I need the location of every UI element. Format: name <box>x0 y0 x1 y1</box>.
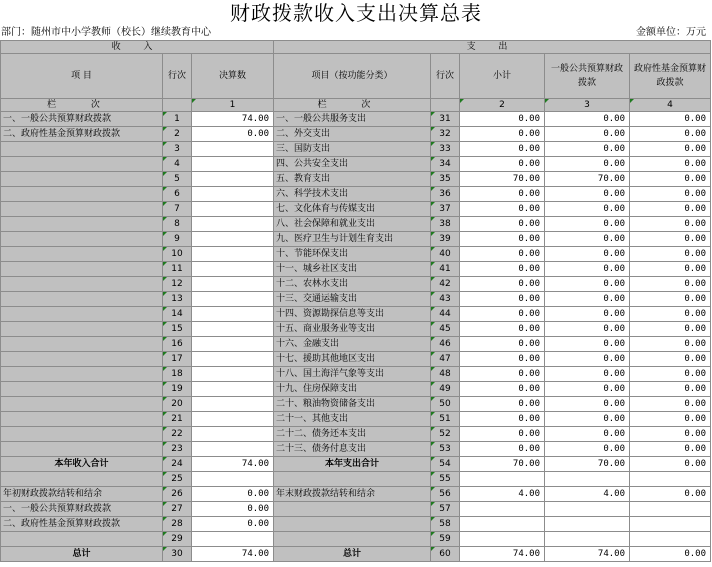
right-item-cell[interactable]: 五、教育支出 <box>274 172 431 187</box>
left-row-no-cell[interactable]: 29 <box>163 532 192 547</box>
right-row-no-cell[interactable]: 42 <box>431 277 460 292</box>
subtotal-cell[interactable]: 0.00 <box>460 322 545 337</box>
left-row-no-cell[interactable]: 28 <box>163 517 192 532</box>
subtotal-cell[interactable]: 70.00 <box>460 172 545 187</box>
left-row-no-cell[interactable]: 21 <box>163 412 192 427</box>
meta-line <box>0 27 712 39</box>
left-row-no-cell[interactable]: 26 <box>163 487 192 502</box>
subtotal-cell[interactable]: 0.00 <box>460 232 545 247</box>
right-row-no-cell[interactable]: 49 <box>431 382 460 397</box>
fund-budget-cell[interactable]: 0.00 <box>630 457 711 472</box>
general-budget-cell[interactable]: 0.00 <box>545 277 630 292</box>
right-item-cell[interactable]: 七、文化体育与传媒支出 <box>274 202 431 217</box>
table-row <box>1 547 711 562</box>
report-table <box>0 40 711 562</box>
general-budget-cell[interactable]: 0.00 <box>545 262 630 277</box>
colno-left-label[interactable]: 栏 次 <box>1 99 163 112</box>
fund-budget-cell[interactable]: 0.00 <box>630 427 711 442</box>
right-row-no-cell[interactable]: 47 <box>431 352 460 367</box>
colno-blank-2[interactable] <box>431 99 460 112</box>
fund-budget-cell[interactable]: 0.00 <box>630 157 711 172</box>
left-item-cell[interactable] <box>1 142 163 157</box>
fund-budget-cell[interactable]: 0.00 <box>630 172 711 187</box>
right-row-no-cell[interactable]: 57 <box>431 502 460 517</box>
table-row <box>1 217 711 232</box>
left-row-no-cell[interactable]: 1 <box>163 112 192 127</box>
fund-budget-cell[interactable]: 0.00 <box>630 142 711 157</box>
right-row-no-cell[interactable]: 60 <box>431 547 460 562</box>
right-row-no-cell[interactable]: 45 <box>431 322 460 337</box>
right-row-no-cell[interactable]: 36 <box>431 187 460 202</box>
table-row <box>1 337 711 352</box>
subtotal-cell[interactable]: 0.00 <box>460 247 545 262</box>
left-row-no-cell[interactable]: 9 <box>163 232 192 247</box>
left-item-cell[interactable] <box>1 157 163 172</box>
table-row <box>1 307 711 322</box>
left-value-cell[interactable]: 0.00 <box>192 487 274 502</box>
table-row <box>1 202 711 217</box>
table-row <box>1 277 711 292</box>
general-budget-cell[interactable]: 0.00 <box>545 352 630 367</box>
left-row-no-cell[interactable]: 11 <box>163 262 192 277</box>
left-row-no-cell[interactable]: 3 <box>163 142 192 157</box>
fund-budget-cell[interactable]: 0.00 <box>630 382 711 397</box>
left-value-cell[interactable] <box>192 397 274 412</box>
left-item-cell[interactable] <box>1 442 163 457</box>
general-budget-cell[interactable]: 0.00 <box>545 247 630 262</box>
right-item-cell[interactable] <box>274 532 431 547</box>
fund-budget-cell[interactable]: 0.00 <box>630 217 711 232</box>
right-item-cell[interactable] <box>274 502 431 517</box>
left-value-cell[interactable] <box>192 277 274 292</box>
fund-budget-cell[interactable]: 0.00 <box>630 187 711 202</box>
subtotal-cell[interactable]: 0.00 <box>460 127 545 142</box>
left-value-cell[interactable] <box>192 187 274 202</box>
left-item-cell[interactable]: 一、一般公共预算财政拨款 <box>1 112 163 127</box>
table-row <box>1 517 711 532</box>
fund-budget-cell[interactable]: 0.00 <box>630 262 711 277</box>
left-row-no-cell[interactable]: 13 <box>163 292 192 307</box>
left-row-no-cell[interactable]: 24 <box>163 457 192 472</box>
left-row-no-cell[interactable]: 4 <box>163 157 192 172</box>
left-item-cell[interactable] <box>1 412 163 427</box>
fund-budget-cell[interactable]: 0.00 <box>630 112 711 127</box>
right-item-cell[interactable]: 十三、交通运输支出 <box>274 292 431 307</box>
left-item-cell[interactable] <box>1 337 163 352</box>
department-label: 部门：随州市中小学教师（校长）继续教育中心 <box>1 27 211 38</box>
general-budget-cell[interactable]: 0.00 <box>545 307 630 322</box>
right-item-cell[interactable]: 八、社会保障和就业支出 <box>274 217 431 232</box>
left-value-cell[interactable]: 0.00 <box>192 127 274 142</box>
left-row-no-cell[interactable]: 18 <box>163 367 192 382</box>
table-row <box>1 457 711 472</box>
left-row-no-cell[interactable]: 7 <box>163 202 192 217</box>
table-row <box>1 412 711 427</box>
right-row-no-cell[interactable]: 51 <box>431 412 460 427</box>
right-item-cell[interactable]: 十八、国土海洋气象等支出 <box>274 367 431 382</box>
left-item-cell[interactable] <box>1 187 163 202</box>
right-item-cell[interactable]: 九、医疗卫生与计划生育支出 <box>274 232 431 247</box>
left-value-cell[interactable] <box>192 307 274 322</box>
page-title: 财政拨款收入支出决算总表 <box>230 1 482 25</box>
subtotal-cell[interactable]: 0.00 <box>460 112 545 127</box>
general-budget-cell[interactable]: 0.00 <box>545 292 630 307</box>
right-item-cell[interactable]: 十六、金融支出 <box>274 337 431 352</box>
fund-budget-cell[interactable] <box>630 532 711 547</box>
left-value-cell[interactable] <box>192 337 274 352</box>
right-row-no-cell[interactable]: 38 <box>431 217 460 232</box>
fund-budget-cell[interactable]: 0.00 <box>630 352 711 367</box>
colno-2[interactable]: 2 <box>460 99 545 112</box>
left-item-cell[interactable] <box>1 382 163 397</box>
left-value-cell[interactable] <box>192 202 274 217</box>
colno-3[interactable]: 3 <box>545 99 630 112</box>
right-row-no-cell[interactable]: 43 <box>431 292 460 307</box>
subtotal-cell[interactable] <box>460 517 545 532</box>
section-header-row <box>1 41 711 54</box>
general-budget-cell[interactable]: 0.00 <box>545 232 630 247</box>
column-header-row <box>1 54 711 99</box>
left-item-cell[interactable] <box>1 232 163 247</box>
left-row-no-cell[interactable]: 12 <box>163 277 192 292</box>
left-item-cell[interactable]: 年初财政拨款结转和结余 <box>1 487 163 502</box>
left-item-cell[interactable] <box>1 307 163 322</box>
left-item-cell[interactable] <box>1 427 163 442</box>
right-row-no-cell[interactable]: 53 <box>431 442 460 457</box>
header-item[interactable]: 项 目 <box>1 54 163 99</box>
table-row <box>1 187 711 202</box>
general-budget-cell[interactable] <box>545 517 630 532</box>
right-item-cell[interactable]: 四、公共安全支出 <box>274 157 431 172</box>
table-row <box>1 502 711 517</box>
left-row-no-cell[interactable]: 19 <box>163 382 192 397</box>
left-item-cell[interactable] <box>1 352 163 367</box>
income-section-label[interactable]: 收 入 <box>1 41 274 54</box>
table-row <box>1 397 711 412</box>
general-budget-cell[interactable]: 0.00 <box>545 142 630 157</box>
colno-4[interactable]: 4 <box>630 99 711 112</box>
subtotal-cell[interactable]: 0.00 <box>460 307 545 322</box>
fund-budget-cell[interactable]: 0.00 <box>630 127 711 142</box>
left-item-cell[interactable]: 二、政府性基金预算财政拨款 <box>1 517 163 532</box>
right-item-cell[interactable]: 二十三、债务付息支出 <box>274 442 431 457</box>
left-item-cell[interactable] <box>1 292 163 307</box>
general-budget-cell[interactable] <box>545 532 630 547</box>
left-row-no-cell[interactable]: 6 <box>163 187 192 202</box>
right-item-cell[interactable]: 六、科学技术支出 <box>274 187 431 202</box>
fund-budget-cell[interactable]: 0.00 <box>630 307 711 322</box>
general-budget-cell[interactable]: 0.00 <box>545 127 630 142</box>
right-row-no-cell[interactable]: 48 <box>431 367 460 382</box>
right-item-cell[interactable]: 十五、商业服务业等支出 <box>274 322 431 337</box>
table-row <box>1 427 711 442</box>
right-item-cell[interactable]: 十九、住房保障支出 <box>274 382 431 397</box>
general-budget-cell[interactable]: 0.00 <box>545 157 630 172</box>
colno-1[interactable]: 1 <box>192 99 274 112</box>
subtotal-cell[interactable]: 0.00 <box>460 277 545 292</box>
general-budget-cell[interactable]: 0.00 <box>545 367 630 382</box>
left-row-no-cell[interactable]: 8 <box>163 217 192 232</box>
right-row-no-cell[interactable]: 37 <box>431 202 460 217</box>
right-row-no-cell[interactable]: 58 <box>431 517 460 532</box>
left-value-cell[interactable] <box>192 217 274 232</box>
fund-budget-cell[interactable]: 0.00 <box>630 247 711 262</box>
left-row-no-cell[interactable]: 16 <box>163 337 192 352</box>
right-row-no-cell[interactable]: 56 <box>431 487 460 502</box>
subtotal-cell[interactable]: 0.00 <box>460 292 545 307</box>
right-item-cell[interactable]: 总计 <box>274 547 431 562</box>
fund-budget-cell[interactable]: 0.00 <box>630 397 711 412</box>
general-budget-cell[interactable]: 0.00 <box>545 397 630 412</box>
left-value-cell[interactable] <box>192 412 274 427</box>
right-row-no-cell[interactable]: 55 <box>431 472 460 487</box>
general-budget-cell[interactable]: 0.00 <box>545 337 630 352</box>
subtotal-cell[interactable]: 0.00 <box>460 352 545 367</box>
right-row-no-cell[interactable]: 46 <box>431 337 460 352</box>
subtotal-cell[interactable]: 0.00 <box>460 157 545 172</box>
right-row-no-cell[interactable]: 54 <box>431 457 460 472</box>
right-item-cell[interactable]: 十一、城乡社区支出 <box>274 262 431 277</box>
left-value-cell[interactable] <box>192 157 274 172</box>
subtotal-cell[interactable]: 0.00 <box>460 397 545 412</box>
subtotal-cell[interactable]: 0.00 <box>460 382 545 397</box>
left-item-cell[interactable]: 二、政府性基金预算财政拨款 <box>1 127 163 142</box>
general-budget-cell[interactable] <box>545 472 630 487</box>
left-item-cell[interactable] <box>1 277 163 292</box>
fund-budget-cell[interactable]: 0.00 <box>630 202 711 217</box>
right-row-no-cell[interactable]: 40 <box>431 247 460 262</box>
general-budget-cell[interactable]: 70.00 <box>545 457 630 472</box>
general-budget-cell[interactable]: 0.00 <box>545 112 630 127</box>
left-row-no-cell[interactable]: 14 <box>163 307 192 322</box>
left-value-cell[interactable] <box>192 172 274 187</box>
table-row <box>1 127 711 142</box>
header-row-no-2[interactable]: 行次 <box>431 54 460 99</box>
fund-budget-cell[interactable]: 0.00 <box>630 412 711 427</box>
left-row-no-cell[interactable]: 2 <box>163 127 192 142</box>
left-row-no-cell[interactable]: 27 <box>163 502 192 517</box>
right-row-no-cell[interactable]: 39 <box>431 232 460 247</box>
right-row-no-cell[interactable]: 44 <box>431 307 460 322</box>
table-row <box>1 232 711 247</box>
right-row-no-cell[interactable]: 32 <box>431 127 460 142</box>
left-item-cell[interactable] <box>1 322 163 337</box>
table-row <box>1 142 711 157</box>
subtotal-cell[interactable]: 0.00 <box>460 367 545 382</box>
left-item-cell[interactable] <box>1 202 163 217</box>
right-item-cell[interactable]: 二十二、债务还本支出 <box>274 427 431 442</box>
header-final[interactable]: 决算数 <box>192 54 274 99</box>
fund-budget-cell[interactable] <box>630 517 711 532</box>
left-item-cell[interactable] <box>1 367 163 382</box>
expense-section-label[interactable]: 支 出 <box>274 41 711 54</box>
table-row <box>1 382 711 397</box>
left-value-cell[interactable] <box>192 322 274 337</box>
left-item-cell[interactable]: 本年收入合计 <box>1 457 163 472</box>
left-row-no-cell[interactable]: 5 <box>163 172 192 187</box>
table-row <box>1 532 711 547</box>
general-budget-cell[interactable]: 70.00 <box>545 172 630 187</box>
subtotal-cell[interactable]: 0.00 <box>460 442 545 457</box>
colno-blank-1[interactable] <box>163 99 192 112</box>
left-value-cell[interactable] <box>192 262 274 277</box>
fund-budget-cell[interactable]: 0.00 <box>630 442 711 457</box>
left-value-cell[interactable] <box>192 427 274 442</box>
right-item-cell[interactable]: 本年支出合计 <box>274 457 431 472</box>
left-value-cell[interactable] <box>192 442 274 457</box>
column-number-row <box>1 99 711 112</box>
fund-budget-cell[interactable]: 0.00 <box>630 277 711 292</box>
table-row <box>1 292 711 307</box>
table-row <box>1 367 711 382</box>
subtotal-cell[interactable]: 0.00 <box>460 202 545 217</box>
left-value-cell[interactable] <box>192 292 274 307</box>
table-row <box>1 322 711 337</box>
right-item-cell[interactable]: 十二、农林水支出 <box>274 277 431 292</box>
general-budget-cell[interactable]: 0.00 <box>545 322 630 337</box>
table-row <box>1 352 711 367</box>
right-item-cell[interactable] <box>274 517 431 532</box>
left-value-cell[interactable] <box>192 142 274 157</box>
table-row <box>1 487 711 502</box>
subtotal-cell[interactable] <box>460 532 545 547</box>
left-row-no-cell[interactable]: 17 <box>163 352 192 367</box>
general-budget-cell[interactable]: 0.00 <box>545 217 630 232</box>
fund-budget-cell[interactable]: 0.00 <box>630 337 711 352</box>
header-item-func[interactable]: 项目（按功能分类） <box>274 54 431 99</box>
general-budget-cell[interactable]: 0.00 <box>545 427 630 442</box>
left-value-cell[interactable]: 0.00 <box>192 502 274 517</box>
colno-right-label[interactable]: 栏 次 <box>274 99 431 112</box>
subtotal-cell[interactable]: 0.00 <box>460 142 545 157</box>
subtotal-cell[interactable] <box>460 502 545 517</box>
header-row-no[interactable]: 行次 <box>163 54 192 99</box>
fund-budget-cell[interactable]: 0.00 <box>630 292 711 307</box>
left-item-cell[interactable] <box>1 262 163 277</box>
left-item-cell[interactable] <box>1 472 163 487</box>
table-row <box>1 442 711 457</box>
table-row <box>1 472 711 487</box>
table-row <box>1 172 711 187</box>
right-item-cell[interactable]: 十、节能环保支出 <box>274 247 431 262</box>
fund-budget-cell[interactable]: 0.00 <box>630 547 711 562</box>
right-row-no-cell[interactable]: 33 <box>431 142 460 157</box>
general-budget-cell[interactable]: 74.00 <box>545 547 630 562</box>
left-row-no-cell[interactable]: 23 <box>163 442 192 457</box>
left-value-cell[interactable] <box>192 232 274 247</box>
general-budget-cell[interactable]: 0.00 <box>545 412 630 427</box>
left-item-cell[interactable] <box>1 397 163 412</box>
left-row-no-cell[interactable]: 30 <box>163 547 192 562</box>
left-item-cell[interactable] <box>1 247 163 262</box>
right-item-cell[interactable]: 二、外交支出 <box>274 127 431 142</box>
left-value-cell[interactable]: 0.00 <box>192 517 274 532</box>
subtotal-cell[interactable]: 0.00 <box>460 337 545 352</box>
fund-budget-cell[interactable] <box>630 472 711 487</box>
subtotal-cell[interactable]: 70.00 <box>460 457 545 472</box>
general-budget-cell[interactable]: 4.00 <box>545 487 630 502</box>
left-value-cell[interactable]: 74.00 <box>192 112 274 127</box>
right-item-cell[interactable] <box>274 472 431 487</box>
right-row-no-cell[interactable]: 35 <box>431 172 460 187</box>
left-value-cell[interactable]: 74.00 <box>192 547 274 562</box>
fund-budget-cell[interactable]: 0.00 <box>630 322 711 337</box>
fund-budget-cell[interactable]: 0.00 <box>630 367 711 382</box>
left-item-cell[interactable] <box>1 172 163 187</box>
fund-budget-cell[interactable]: 0.00 <box>630 487 711 502</box>
right-item-cell[interactable]: 二十、粮油物资储备支出 <box>274 397 431 412</box>
right-item-cell[interactable]: 二十一、其他支出 <box>274 412 431 427</box>
left-row-no-cell[interactable]: 25 <box>163 472 192 487</box>
left-row-no-cell[interactable]: 15 <box>163 322 192 337</box>
left-row-no-cell[interactable]: 20 <box>163 397 192 412</box>
left-item-cell[interactable]: 一、一般公共预算财政拨款 <box>1 502 163 517</box>
subtotal-cell[interactable]: 0.00 <box>460 187 545 202</box>
left-value-cell[interactable] <box>192 472 274 487</box>
general-budget-cell[interactable]: 0.00 <box>545 187 630 202</box>
fund-budget-cell[interactable] <box>630 502 711 517</box>
right-row-no-cell[interactable]: 34 <box>431 157 460 172</box>
subtotal-cell[interactable]: 74.00 <box>460 547 545 562</box>
table-row <box>1 112 711 127</box>
right-row-no-cell[interactable]: 52 <box>431 427 460 442</box>
left-row-no-cell[interactable]: 22 <box>163 427 192 442</box>
left-value-cell[interactable] <box>192 532 274 547</box>
unit-label: 金额单位：万元 <box>636 27 706 38</box>
right-item-cell[interactable]: 一、一般公共服务支出 <box>274 112 431 127</box>
left-row-no-cell[interactable]: 10 <box>163 247 192 262</box>
table-row <box>1 247 711 262</box>
table-row <box>1 157 711 172</box>
right-row-no-cell[interactable]: 31 <box>431 112 460 127</box>
subtotal-cell[interactable]: 4.00 <box>460 487 545 502</box>
left-value-cell[interactable] <box>192 382 274 397</box>
left-value-cell[interactable]: 74.00 <box>192 457 274 472</box>
header-subtotal[interactable]: 小计 <box>460 54 545 99</box>
left-item-cell[interactable]: 总计 <box>1 547 163 562</box>
general-budget-cell[interactable]: 0.00 <box>545 382 630 397</box>
header-fund[interactable]: 政府性基金预算财政拨款 <box>630 54 711 99</box>
left-value-cell[interactable] <box>192 352 274 367</box>
general-budget-cell[interactable]: 0.00 <box>545 202 630 217</box>
left-item-cell[interactable] <box>1 532 163 547</box>
header-general[interactable]: 一般公共预算财政拨款 <box>545 54 630 99</box>
general-budget-cell[interactable]: 0.00 <box>545 442 630 457</box>
right-row-no-cell[interactable]: 41 <box>431 262 460 277</box>
right-row-no-cell[interactable]: 50 <box>431 397 460 412</box>
fund-budget-cell[interactable]: 0.00 <box>630 232 711 247</box>
subtotal-cell[interactable]: 0.00 <box>460 262 545 277</box>
table-row <box>1 262 711 277</box>
right-item-cell[interactable]: 十七、援助其他地区支出 <box>274 352 431 367</box>
right-row-no-cell[interactable]: 59 <box>431 532 460 547</box>
right-item-cell[interactable]: 年末财政拨款结转和结余 <box>274 487 431 502</box>
general-budget-cell[interactable] <box>545 502 630 517</box>
subtotal-cell[interactable]: 0.00 <box>460 412 545 427</box>
right-item-cell[interactable]: 十四、资源勘探信息等支出 <box>274 307 431 322</box>
left-value-cell[interactable] <box>192 247 274 262</box>
right-item-cell[interactable]: 三、国防支出 <box>274 142 431 157</box>
left-value-cell[interactable] <box>192 367 274 382</box>
subtotal-cell[interactable]: 0.00 <box>460 217 545 232</box>
subtotal-cell[interactable]: 0.00 <box>460 427 545 442</box>
subtotal-cell[interactable] <box>460 472 545 487</box>
left-item-cell[interactable] <box>1 217 163 232</box>
